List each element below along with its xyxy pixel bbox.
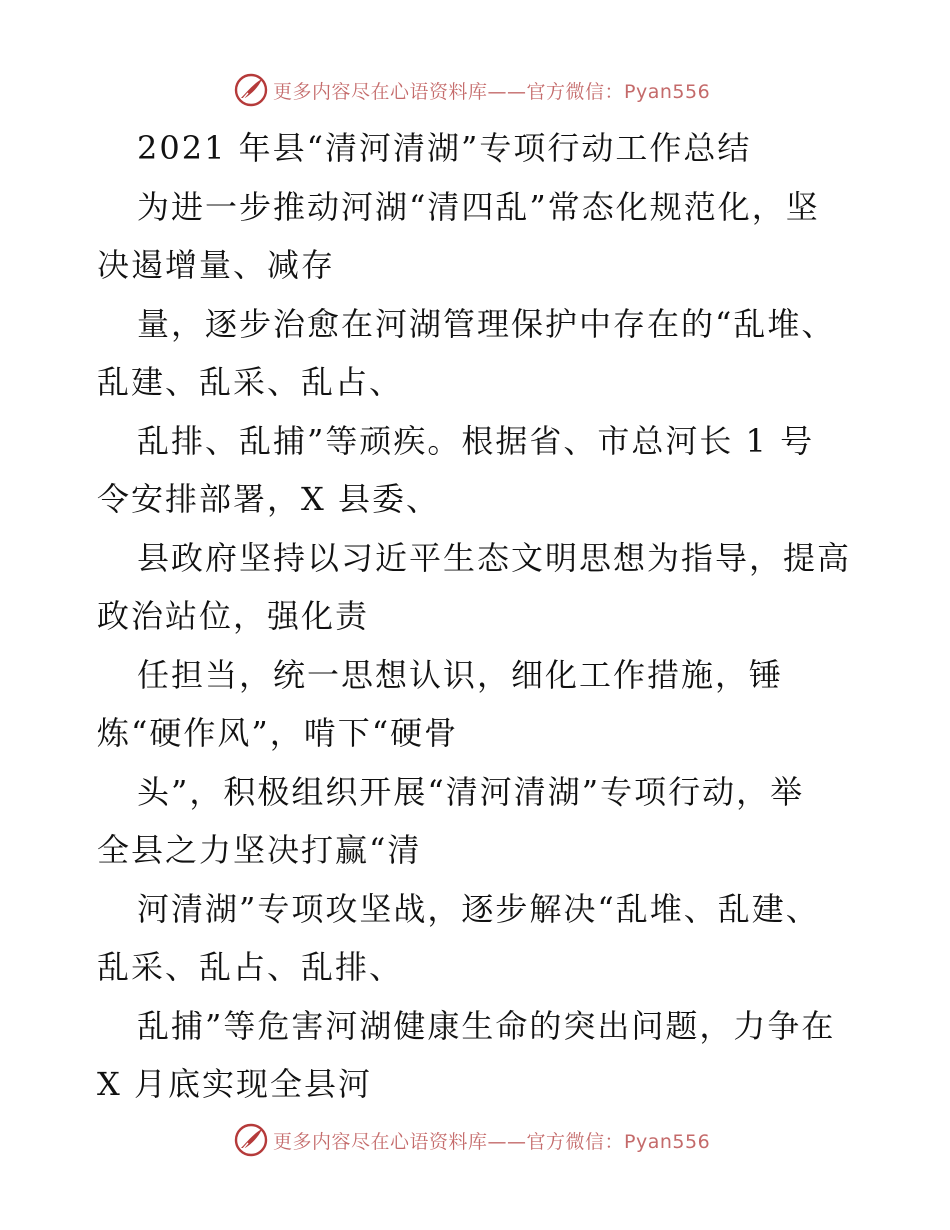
paragraph-line: 全县之力坚决打赢“清: [97, 831, 422, 869]
paragraph-line: 决遏增量、减存: [97, 246, 336, 284]
paragraph-line: 乱采、乱占、乱排、: [97, 948, 404, 986]
paragraph-line: 令安排部署，X 县委、: [97, 480, 440, 518]
paragraph-line: 乱捕”等危害河湖健康生命的突出问题，力争在: [137, 1007, 836, 1045]
footer-banner: [233, 1122, 710, 1158]
paragraph-line: 任担当，统一思想认识，细化工作措施，锤: [137, 656, 784, 694]
quill-pen-logo-icon: [233, 72, 269, 108]
banner-separator: ——: [487, 80, 527, 103]
paragraph-line: 为进一步推动河湖“清四乱”常态化规范化，坚: [137, 188, 820, 226]
paragraph-line: 头”，积极组织开展“清河清湖”专项行动，举: [137, 773, 805, 811]
paragraph-line: 政治站位，强化责: [97, 597, 370, 635]
banner-separator: ——: [487, 1130, 527, 1153]
paragraph-line: 量，逐步治愈在河湖管理保护中存在的“乱堆、: [137, 305, 836, 343]
paragraph-line: 河清湖”专项攻坚战，逐步解决“乱堆、乱建、: [137, 890, 820, 928]
paragraph-line: 县政府坚持以习近平生态文明思想为指导，提高: [137, 539, 852, 577]
paragraph-line: 炼“硬作风”，啃下“硬骨: [97, 714, 459, 752]
quill-pen-logo-icon: [233, 1122, 269, 1158]
paragraph-line: X 月底实现全县河: [97, 1065, 372, 1103]
document-title: 2021 年县“清河清湖”专项行动工作总结: [137, 129, 752, 167]
paragraph-line: 乱建、乱采、乱占、: [97, 363, 404, 401]
banner-wechat-label: 官方微信：: [526, 1130, 625, 1153]
header-banner: [233, 72, 710, 108]
banner-slogan: 更多内容尽在心语资料库: [273, 80, 488, 103]
banner-text: [273, 77, 710, 104]
banner-slogan: 更多内容尽在心语资料库: [273, 1130, 488, 1153]
banner-wechat-id: Pyan556: [624, 1130, 711, 1153]
banner-wechat-id: Pyan556: [624, 80, 711, 103]
banner-text: [273, 1127, 710, 1154]
banner-wechat-label: 官方微信：: [526, 80, 625, 103]
paragraph-line: 乱排、乱捕”等顽疾。根据省、市总河长 1 号: [137, 422, 815, 460]
